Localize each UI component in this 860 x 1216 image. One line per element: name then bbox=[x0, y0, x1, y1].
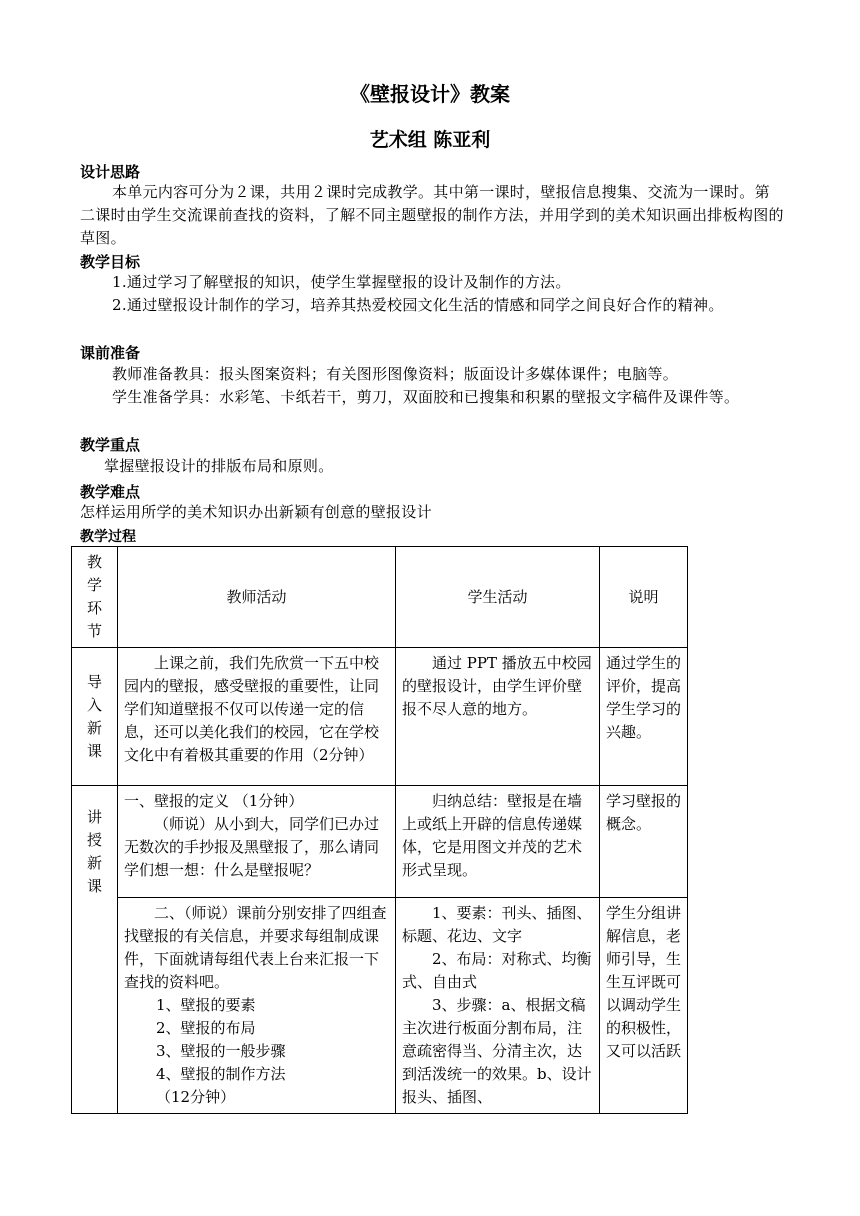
heading-goals: 教学目标 bbox=[80, 253, 141, 271]
row3-student-activity bbox=[396, 898, 600, 1114]
heading-design: 设计思路 bbox=[80, 163, 141, 181]
row3-time: （12分钟） bbox=[156, 1088, 236, 1106]
row3-student-2: 2、布局：对称式、均衡式、自由式 bbox=[402, 950, 592, 991]
stage-intro: 导入新课 bbox=[72, 648, 118, 786]
row3-note: 学生分组讲解信息，老师引导，生生互评既可以调动学生的积极性，又可以活跃 bbox=[600, 898, 688, 1114]
document-author: 艺术组 陈亚利 bbox=[369, 129, 491, 151]
row2-teacher-activity bbox=[118, 786, 396, 898]
heading-process: 教学过程 bbox=[80, 529, 136, 545]
row3-teacher-activity bbox=[118, 898, 396, 1114]
header-stage: 教学环节 bbox=[72, 547, 118, 648]
row3-student-3: 3、步骤：a、根据文稿主次进行板面分割布局，注意疏密得当、分清主次，达到活泼统一的效果。b、设计报头、插图、 bbox=[402, 996, 592, 1106]
header-student-activity: 学生活动 bbox=[396, 547, 600, 648]
teaching-process-table bbox=[71, 546, 688, 1114]
design-paragraph: 本单元内容可分为２课，共用２课时完成教学。其中第一课时，壁报信息搜集、交流为一课时。第二课时由学生交流课前查找的资料，了解不同主题壁报的制作方法，并用学到的美术知识画出排板构图的草图。 bbox=[80, 183, 784, 247]
row1-note: 通过学生的评价，提高学生学习的兴趣。 bbox=[600, 648, 688, 786]
heading-preparation: 课前准备 bbox=[80, 344, 141, 362]
list-item: 1、壁报的要素 bbox=[156, 996, 256, 1014]
goal-item-2: 2.通过壁报设计制作的学习，培养其热爱校园文化生活的情感和同学之间良好合作的精神。 bbox=[112, 296, 724, 314]
difficulties-text: 怎样运用所学的美术知识办出新颖有创意的壁报设计 bbox=[80, 503, 432, 521]
list-item: 3、壁报的一般步骤 bbox=[156, 1042, 286, 1060]
list-item: 4、壁报的制作方法 bbox=[156, 1065, 286, 1083]
goal-item-1: 1.通过学习了解壁报的知识，使学生掌握壁报的设计及制作的方法。 bbox=[112, 273, 571, 291]
header-note: 说明 bbox=[600, 547, 688, 648]
row3-teacher-intro: 二、（师说）课前分别安排了四组查找壁报的有关信息，并要求每组制成课件，下面就请每组代表上台来汇报一下查找的资料吧。 bbox=[124, 904, 387, 991]
list-item: 2、壁报的布局 bbox=[156, 1019, 256, 1037]
heading-difficulties: 教学难点 bbox=[80, 483, 141, 501]
row2-teacher-title: 一、壁报的定义 （1分钟） bbox=[124, 792, 304, 810]
document-title: 《壁报设计》教案 bbox=[350, 82, 510, 106]
stage-lecture: 讲授新课 bbox=[72, 786, 118, 1114]
row1-teacher-activity: 上课之前，我们先欣赏一下五中校园内的壁报，感受壁报的重要性，让同学们知道壁报不仅可以传递一定的信息，还可以美化我们的校园，它在学校文化中有着极其重要的作用（2分钟） bbox=[118, 648, 396, 786]
row1-student-activity: 通过 PPT 播放五中校园的壁报设计，由学生评价壁报不尽人意的地方。 bbox=[396, 648, 600, 786]
table-row bbox=[72, 648, 688, 786]
heading-key-points: 教学重点 bbox=[80, 436, 141, 454]
row2-note: 学习壁报的概念。 bbox=[600, 786, 688, 898]
row3-student-1: 1、要素：刊头、插图、标题、花边、文字 bbox=[402, 904, 592, 945]
row2-student-activity: 归纳总结：壁报是在墙上或纸上开辟的信息传递媒体，它是用图文并茂的艺术形式呈现。 bbox=[396, 786, 600, 898]
table-row bbox=[72, 898, 688, 1114]
row2-teacher-text: （师说）从小到大，同学们已办过无数次的手抄报及黑壁报了，那么请同学们想一想：什么是壁报呢？ bbox=[124, 815, 380, 879]
header-teacher-activity: 教师活动 bbox=[118, 547, 396, 648]
prep-teacher: 教师准备教具：报头图案资料；有关图形图像资料；版面设计多媒体课件；电脑等。 bbox=[112, 365, 679, 383]
key-points-text: 掌握壁报设计的排版布局和原则。 bbox=[104, 457, 334, 475]
table-row bbox=[72, 786, 688, 898]
table-header-row bbox=[72, 547, 688, 648]
prep-student: 学生准备学具：水彩笔、卡纸若干，剪刀，双面胶和已搜集和积累的壁报文字稿件及课件等。 bbox=[112, 388, 740, 406]
